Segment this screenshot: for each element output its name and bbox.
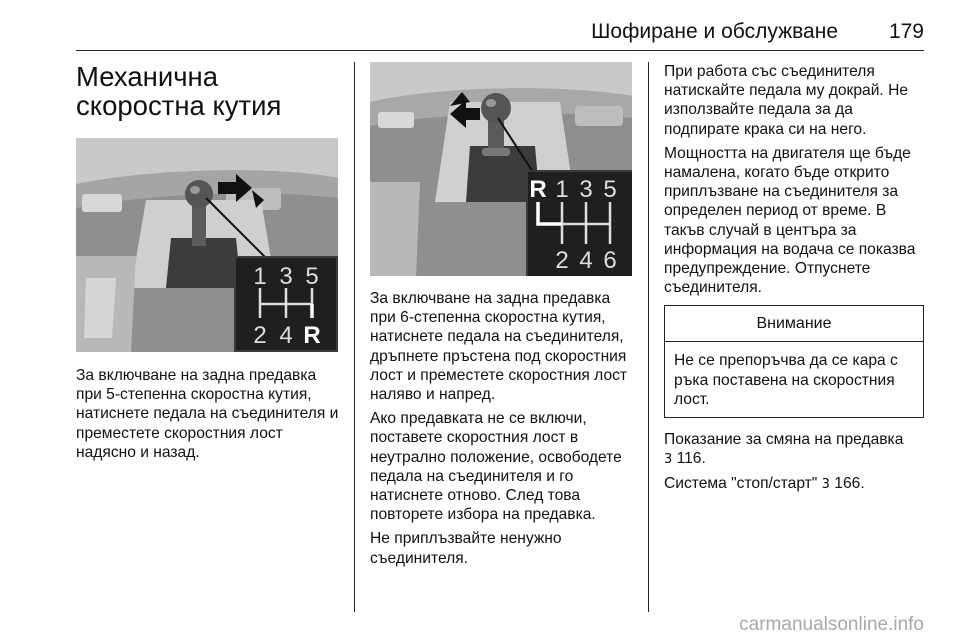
gear6-bottom-6: 6 bbox=[603, 247, 617, 274]
gear5-top-5: 5 bbox=[305, 263, 319, 290]
gear5-bottom-r: R bbox=[303, 322, 321, 349]
page-reference-arrow-icon: 3 bbox=[821, 477, 830, 493]
paragraph-clutch-slip: Не приплъзвайте ненужно съединителя. bbox=[370, 530, 562, 567]
gear5-bottom-2: 2 bbox=[253, 322, 267, 349]
column-1 bbox=[76, 62, 340, 462]
column-divider-1 bbox=[354, 62, 355, 612]
gear6-bottom-4: 4 bbox=[579, 247, 593, 274]
reference-gear-shift-text: Показание за смяна на предавка bbox=[664, 431, 904, 449]
gear6-top-r: R bbox=[529, 176, 547, 203]
gearbox-6-speed-figure bbox=[370, 62, 632, 276]
warning-title: Внимание bbox=[665, 306, 923, 342]
gear5-top-1: 1 bbox=[253, 263, 267, 290]
gearbox-5-speed-figure bbox=[76, 138, 338, 352]
warning-box bbox=[664, 305, 924, 418]
paragraph-5-speed-reverse: За включване на задна предавка при 5-степенна скоростна кутия, натиснете педала на съединителя и преместете скоростния лост надясно и назад. bbox=[76, 367, 339, 461]
page-number: 179 bbox=[888, 20, 924, 43]
column-divider-2 bbox=[648, 62, 649, 612]
gear6-top-5: 5 bbox=[603, 176, 617, 203]
page-reference-arrow-icon: 3 bbox=[664, 452, 673, 468]
reference-stop-start-page[interactable]: 166. bbox=[834, 475, 865, 493]
paragraph-clutch-operation: При работа със съединителя натискайте педала му докрай. Не използвайте педала за да подпирате крака си на него. bbox=[664, 63, 909, 138]
paragraph-gear-not-engaging: Ако предавката не се включи, поставете скоростния лост в неутрално положение, освободете педала на съединителя и го натиснете отново. След това повторете избора на предавка. bbox=[370, 410, 622, 524]
paragraph-engine-power: Мощността на двигателя ще бъде намалена, когато бъде открито приплъзване на съединителя за определен период от време. В такъв случай в центъра за информация на водача се показва предупреждение. Отпуснете съединителя. bbox=[664, 144, 916, 297]
gear5-top-3: 3 bbox=[279, 263, 293, 290]
reference-stop-start-text: Система "стоп/старт" bbox=[664, 475, 818, 493]
section-heading: Механична скоростна кутия bbox=[76, 61, 282, 121]
header-title: Шофиране и обслужване bbox=[591, 20, 838, 43]
gear6-bottom-2: 2 bbox=[555, 247, 569, 274]
reference-gear-shift-page[interactable]: 116. bbox=[676, 450, 706, 468]
gear6-top-3: 3 bbox=[579, 176, 593, 203]
reference-gear-shift bbox=[664, 430, 924, 469]
paragraph-6-speed-reverse: За включване на задна предавка при 6-степенна скоростна кутия, натиснете педала на съединителя, дръпнете пръстена под скоростния лост и преместете скоростния лост наляво и напред. bbox=[370, 290, 628, 404]
watermark: carmanualsonline.info bbox=[739, 614, 924, 635]
reference-stop-start bbox=[664, 474, 924, 494]
column-2 bbox=[370, 62, 632, 568]
warning-text: Не се препоръчва да се кара с ръка поставена на скоростния лост. bbox=[674, 352, 898, 408]
gear6-top-1: 1 bbox=[555, 176, 569, 203]
column-3 bbox=[664, 62, 924, 495]
gear5-bottom-4: 4 bbox=[279, 322, 293, 349]
page-header bbox=[76, 20, 924, 51]
